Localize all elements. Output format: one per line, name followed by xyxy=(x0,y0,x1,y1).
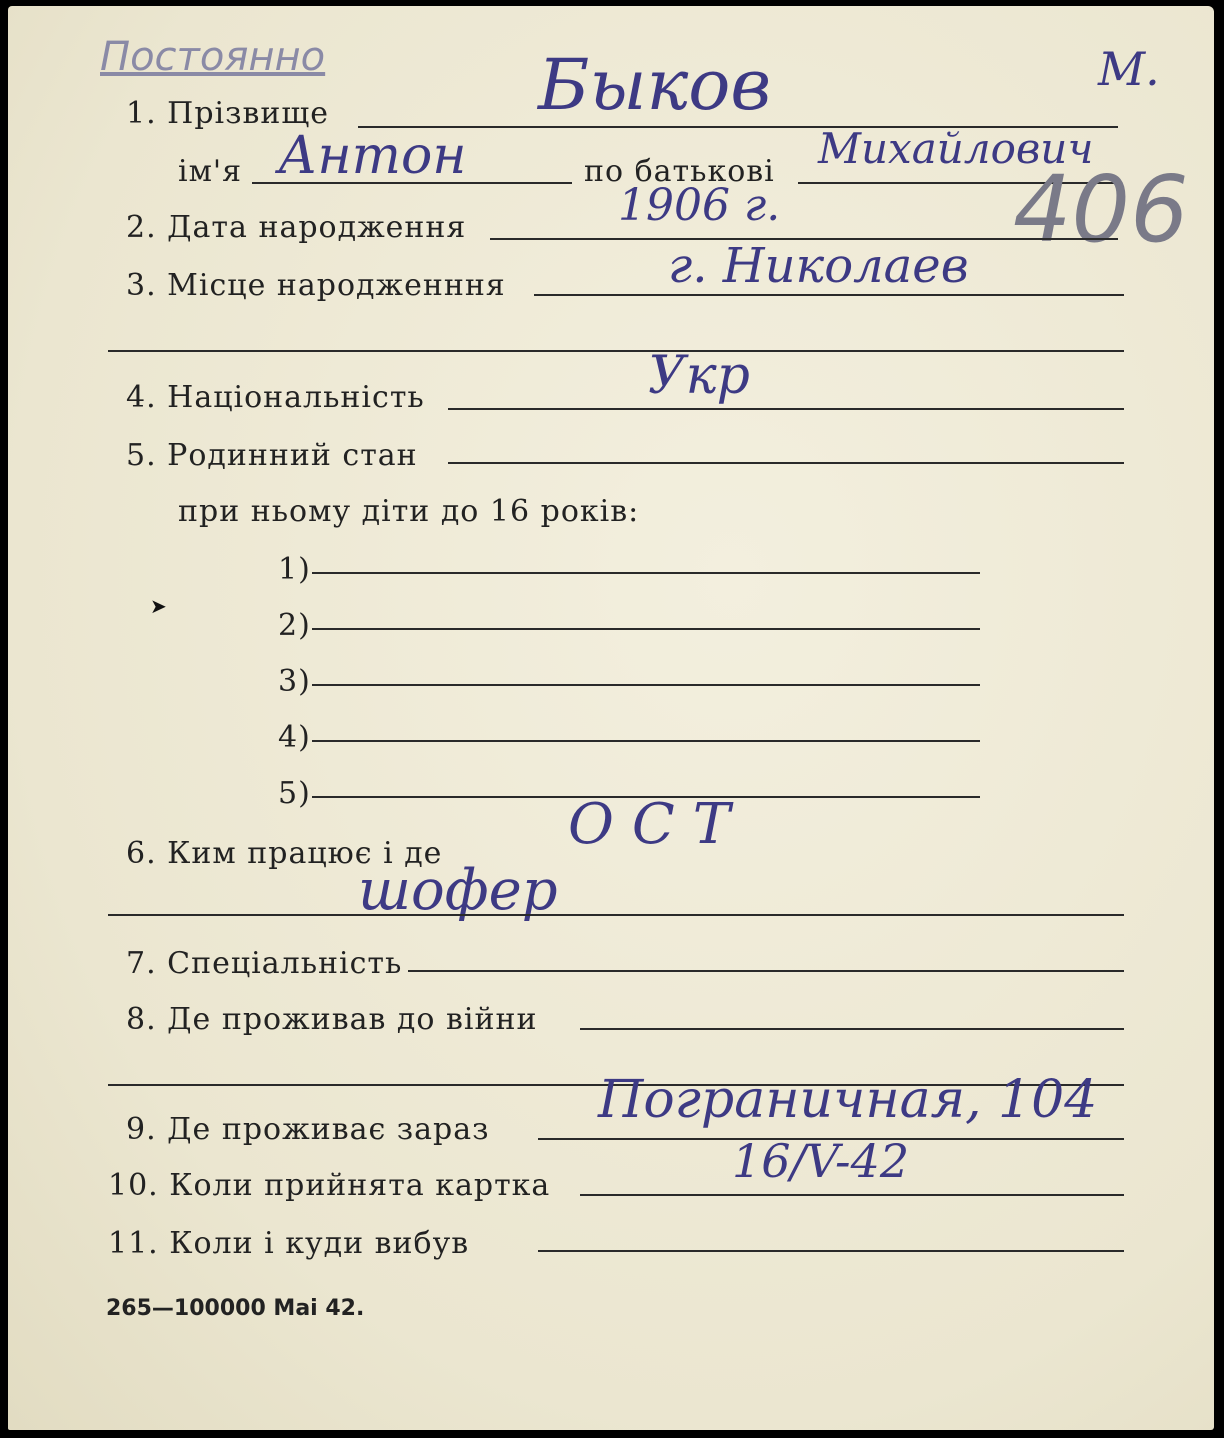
work-value: ОСТ xyxy=(568,792,749,857)
birth-date-value: 1906 г. xyxy=(618,180,781,231)
margin-mark: ➤ xyxy=(150,594,167,618)
label-specialty: 7. Спеціальність xyxy=(126,946,403,981)
work-detail-value: шофер xyxy=(358,858,558,923)
family-status-line xyxy=(448,462,1124,464)
print-code: 265—100000 Mai 42. xyxy=(106,1296,365,1321)
nationality-value: Укр xyxy=(648,346,750,406)
birth-place-value: г. Николаев xyxy=(668,238,969,294)
label-departure: 11. Коли і куди вибув xyxy=(108,1226,470,1261)
child-2-line xyxy=(312,628,980,630)
prewar-residence-line xyxy=(580,1028,1124,1030)
surname-value: Быков xyxy=(538,44,772,126)
child-1-label: 1) xyxy=(278,552,311,587)
specialty-line xyxy=(408,970,1124,972)
label-prewar-residence: 8. Де проживав до війни xyxy=(126,1002,538,1037)
label-current-residence: 9. Де проживає зараз xyxy=(126,1112,490,1147)
child-2-label: 2) xyxy=(278,608,311,643)
child-3-label: 3) xyxy=(278,664,311,699)
departure-line xyxy=(538,1250,1124,1252)
label-work: 6. Ким працює і де xyxy=(126,836,443,871)
pencil-number: 406 xyxy=(1013,156,1189,263)
label-surname: 1. Прізвище xyxy=(126,96,330,131)
patronymic-value: Михайлович xyxy=(818,124,1094,173)
child-4-label: 4) xyxy=(278,720,311,755)
label-family-status: 5. Родинний стан xyxy=(126,438,418,473)
label-birth-place: 3. Місце народженння xyxy=(126,268,506,303)
current-residence-value: Пограничная, 104 xyxy=(598,1070,1098,1130)
work-line-2 xyxy=(108,914,1124,916)
label-nationality: 4. Національність xyxy=(126,380,425,415)
registration-card xyxy=(8,6,1214,1430)
birth-place-line-2 xyxy=(108,350,1124,352)
stamp-postoyanno: Постоянно xyxy=(100,34,326,80)
first-name-value: Антон xyxy=(278,126,467,186)
label-first-name: ім'я xyxy=(178,154,243,189)
child-4-line xyxy=(312,740,980,742)
label-birth-date: 2. Дата народження xyxy=(126,210,467,245)
label-patronymic: по батькові xyxy=(584,154,775,189)
child-3-line xyxy=(312,684,980,686)
label-children: при ньому діти до 16 років: xyxy=(178,494,640,529)
label-card-accepted: 10. Коли прийнята картка xyxy=(108,1168,551,1203)
gender-mark: М. xyxy=(1098,42,1160,96)
card-accepted-line xyxy=(580,1194,1124,1196)
nationality-line xyxy=(448,408,1124,410)
birth-place-line xyxy=(534,294,1124,296)
child-1-line xyxy=(312,572,980,574)
child-5-label: 5) xyxy=(278,776,311,811)
card-accepted-value: 16/V-42 xyxy=(732,1134,910,1188)
